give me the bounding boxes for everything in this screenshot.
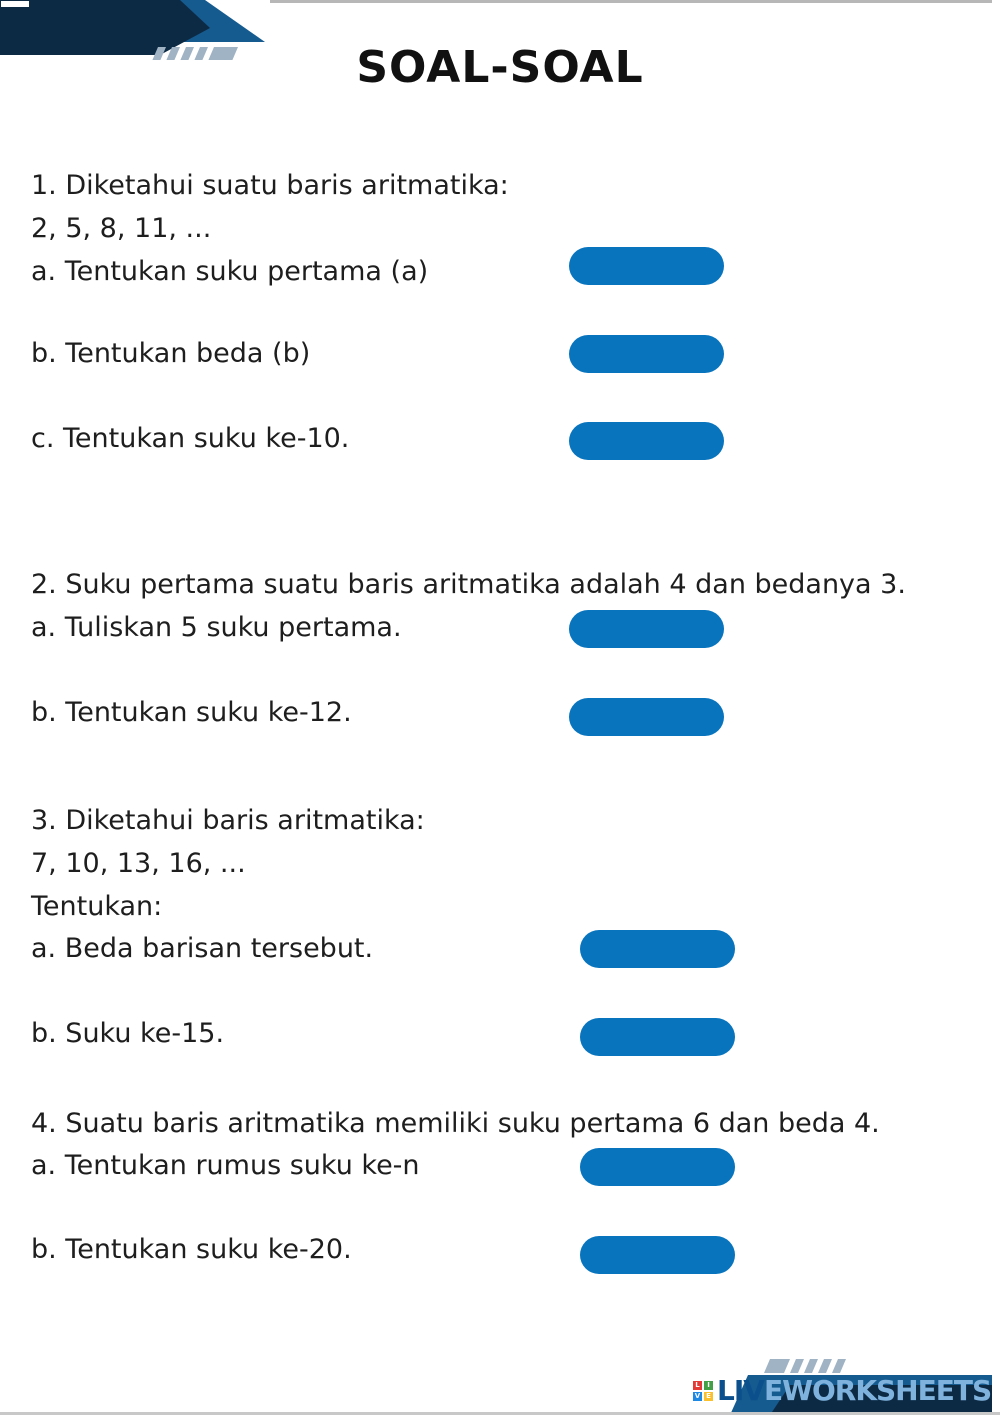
question-1-sequence: 2, 5, 8, 11, ... [31,213,212,244]
page-title: SOAL-SOAL [356,42,644,93]
logo-letter-v: V [694,1391,701,1400]
answer-input-1a[interactable] [569,247,724,285]
question-1-text: 1. Diketahui suatu baris aritmatika: [31,170,509,201]
question-2-text: 2. Suku pertama suatu baris aritmatika adalah 4 dan bedanya 3. [31,569,906,600]
question-4a-label: a. Tentukan rumus suku ke-n [31,1150,420,1181]
question-3-sequence: 7, 10, 13, 16, ... [31,848,246,879]
answer-input-3b[interactable] [580,1018,735,1056]
question-1c-label: c. Tentukan suku ke-10. [31,423,350,454]
logo-wordmark-light: EWORKSHEETS [763,1374,992,1407]
answer-input-2a[interactable] [569,610,724,648]
answer-input-3a[interactable] [580,930,735,968]
question-3b-label: b. Suku ke-15. [31,1018,225,1049]
question-3-text: 3. Diketahui baris aritmatika: [31,805,425,836]
answer-input-4a[interactable] [580,1148,735,1186]
answer-input-1c[interactable] [569,422,724,460]
question-2b-label: b. Tentukan suku ke-12. [31,697,352,728]
liveworksheets-logo [693,1374,991,1407]
question-2a-label: a. Tuliskan 5 suku pertama. [31,612,402,643]
logo-letter-e: E [704,1392,713,1401]
answer-input-2b[interactable] [569,698,724,736]
answer-input-4b[interactable] [580,1236,735,1274]
question-1a-label: a. Tentukan suku pertama (a) [31,256,429,287]
top-border [270,0,992,3]
answer-input-1b[interactable] [569,335,724,373]
question-4-text: 4. Suatu baris aritmatika memiliki suku pertama 6 dan beda 4. [31,1108,880,1139]
question-3a-label: a. Beda barisan tersebut. [31,933,374,964]
logo-mark-icon [693,1381,713,1401]
logo-wordmark [717,1374,991,1407]
logo-wordmark-dark: LIV [717,1374,764,1407]
logo-letter-i: I [704,1381,713,1390]
logo-letter-l: L [693,1381,702,1390]
question-4b-label: b. Tentukan suku ke-20. [31,1234,352,1265]
question-1b-label: b. Tentukan beda (b) [31,338,311,369]
question-3-instruction: Tentukan: [31,891,163,922]
